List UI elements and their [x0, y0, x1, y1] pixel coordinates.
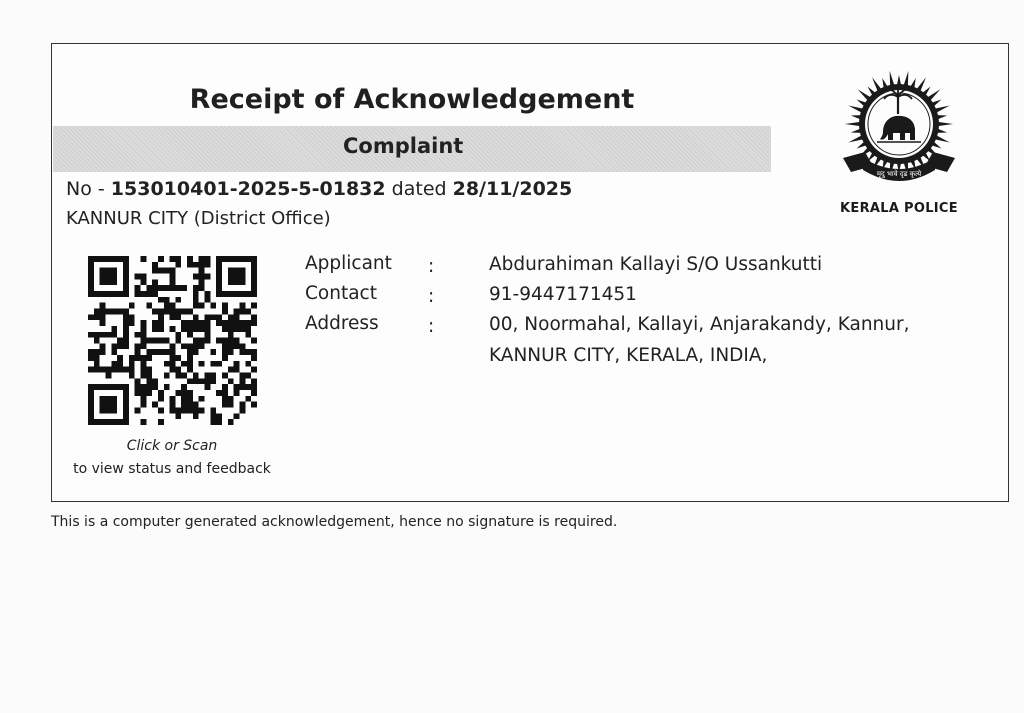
kerala-police-label: KERALA POLICE	[840, 201, 958, 216]
complaint-band	[53, 126, 771, 172]
reference-date: 28/11/2025	[452, 178, 573, 200]
qr-caption-view-status: to view status and feedback	[73, 461, 271, 477]
reference-number: 153010401-2025-5-01832	[110, 178, 386, 200]
qr-caption-click-or-scan: Click or Scan	[126, 438, 218, 454]
complaint-type-label: Complaint	[343, 134, 464, 158]
address-value-line1: 00, Noormahal, Kallayi, Anjarakandy, Kannur,	[489, 314, 910, 335]
emblem-motto: मृदु भावे दृढ कृत्ये	[876, 170, 922, 178]
contact-colon: :	[428, 286, 435, 307]
contact-label: Contact	[305, 283, 377, 304]
office-name: KANNUR CITY (District Office)	[66, 208, 331, 229]
address-colon: :	[428, 316, 435, 337]
applicant-colon: :	[428, 256, 435, 277]
applicant-label: Applicant	[305, 253, 392, 274]
kerala-police-emblem-icon	[837, 66, 961, 196]
dated-label: dated	[385, 178, 453, 200]
acknowledgement-card	[51, 43, 1009, 502]
qr-code[interactable]	[88, 256, 257, 425]
footer-note: This is a computer generated acknowledgement, hence no signature is required.	[51, 514, 618, 530]
applicant-value: Abdurahiman Kallayi S/O Ussankutti	[489, 254, 823, 275]
reference-prefix: No -	[66, 178, 111, 200]
address-label: Address	[305, 313, 379, 334]
receipt-title: Receipt of Acknowledgement	[189, 84, 635, 115]
contact-value: 91-9447171451	[489, 284, 637, 305]
reference-line	[66, 178, 572, 200]
address-value-line2: KANNUR CITY, KERALA, INDIA,	[489, 345, 768, 366]
